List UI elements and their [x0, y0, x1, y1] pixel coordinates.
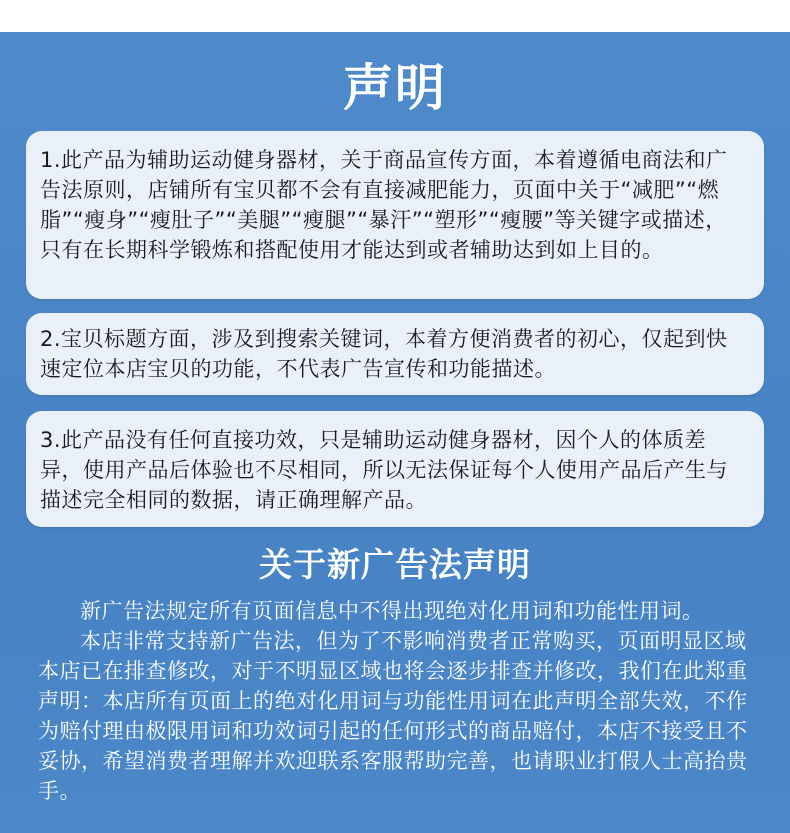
ad-law-paragraph-2: 本店非常支持新广告法，但为了不影响消费者正常购买，页面明显区域本店已在排查修改，对于不明显区域也将会逐步排查并修改，我们在此郑重声明：本店所有页面上的绝对化用词与功能性用词在此声明全部失效，不作为赔付理由极限用词和功效词引起的任何形式的商品赔付，本店不接受且不妥协，希望消费者理解并欢迎联系客服帮助完善，也请职业打假人士高抬贵手。 [38, 629, 748, 803]
clause-text-2: 2.宝贝标题方面，涉及到搜索关键词，本着方便消费者的初心，仅起到快速定位本店宝贝的功能，不代表广告宣传和功能描述。 [40, 327, 728, 381]
ad-law-paragraph-1: 新广告法规定所有页面信息中不得出现绝对化用词和功能性用词。 [80, 599, 704, 623]
page-title: 声明 [343, 59, 447, 117]
clause-text-3: 3.此产品没有任何直接功效，只是辅助运动健身器材，因个人的体质差异，使用产品后体验也不尽相同，所以无法保证每个人使用产品后产生与描述完全相同的数据，请正确理解产品。 [40, 428, 728, 512]
clause-card-3 [26, 411, 764, 527]
clause-card-1 [26, 131, 764, 299]
clause-card-2 [26, 313, 764, 395]
ad-law-notice [38, 596, 762, 806]
ad-law-title: 关于新广告法声明 [259, 545, 531, 584]
clause-text-1: 1.此产品为辅助运动健身器材，关于商品宣传方面，本着遵循电商法和广告法原则，店铺所有宝贝都不会有直接减肥能力，页面中关于“减肥”“燃脂”“瘦身”“瘦肚子”“美腿”“瘦腿”“暴汗”“塑形”“瘦腰”等关键字或描述，只有在长期科学锻炼和搭配使用才能达到或者辅助达到如上目的。 [40, 148, 728, 262]
